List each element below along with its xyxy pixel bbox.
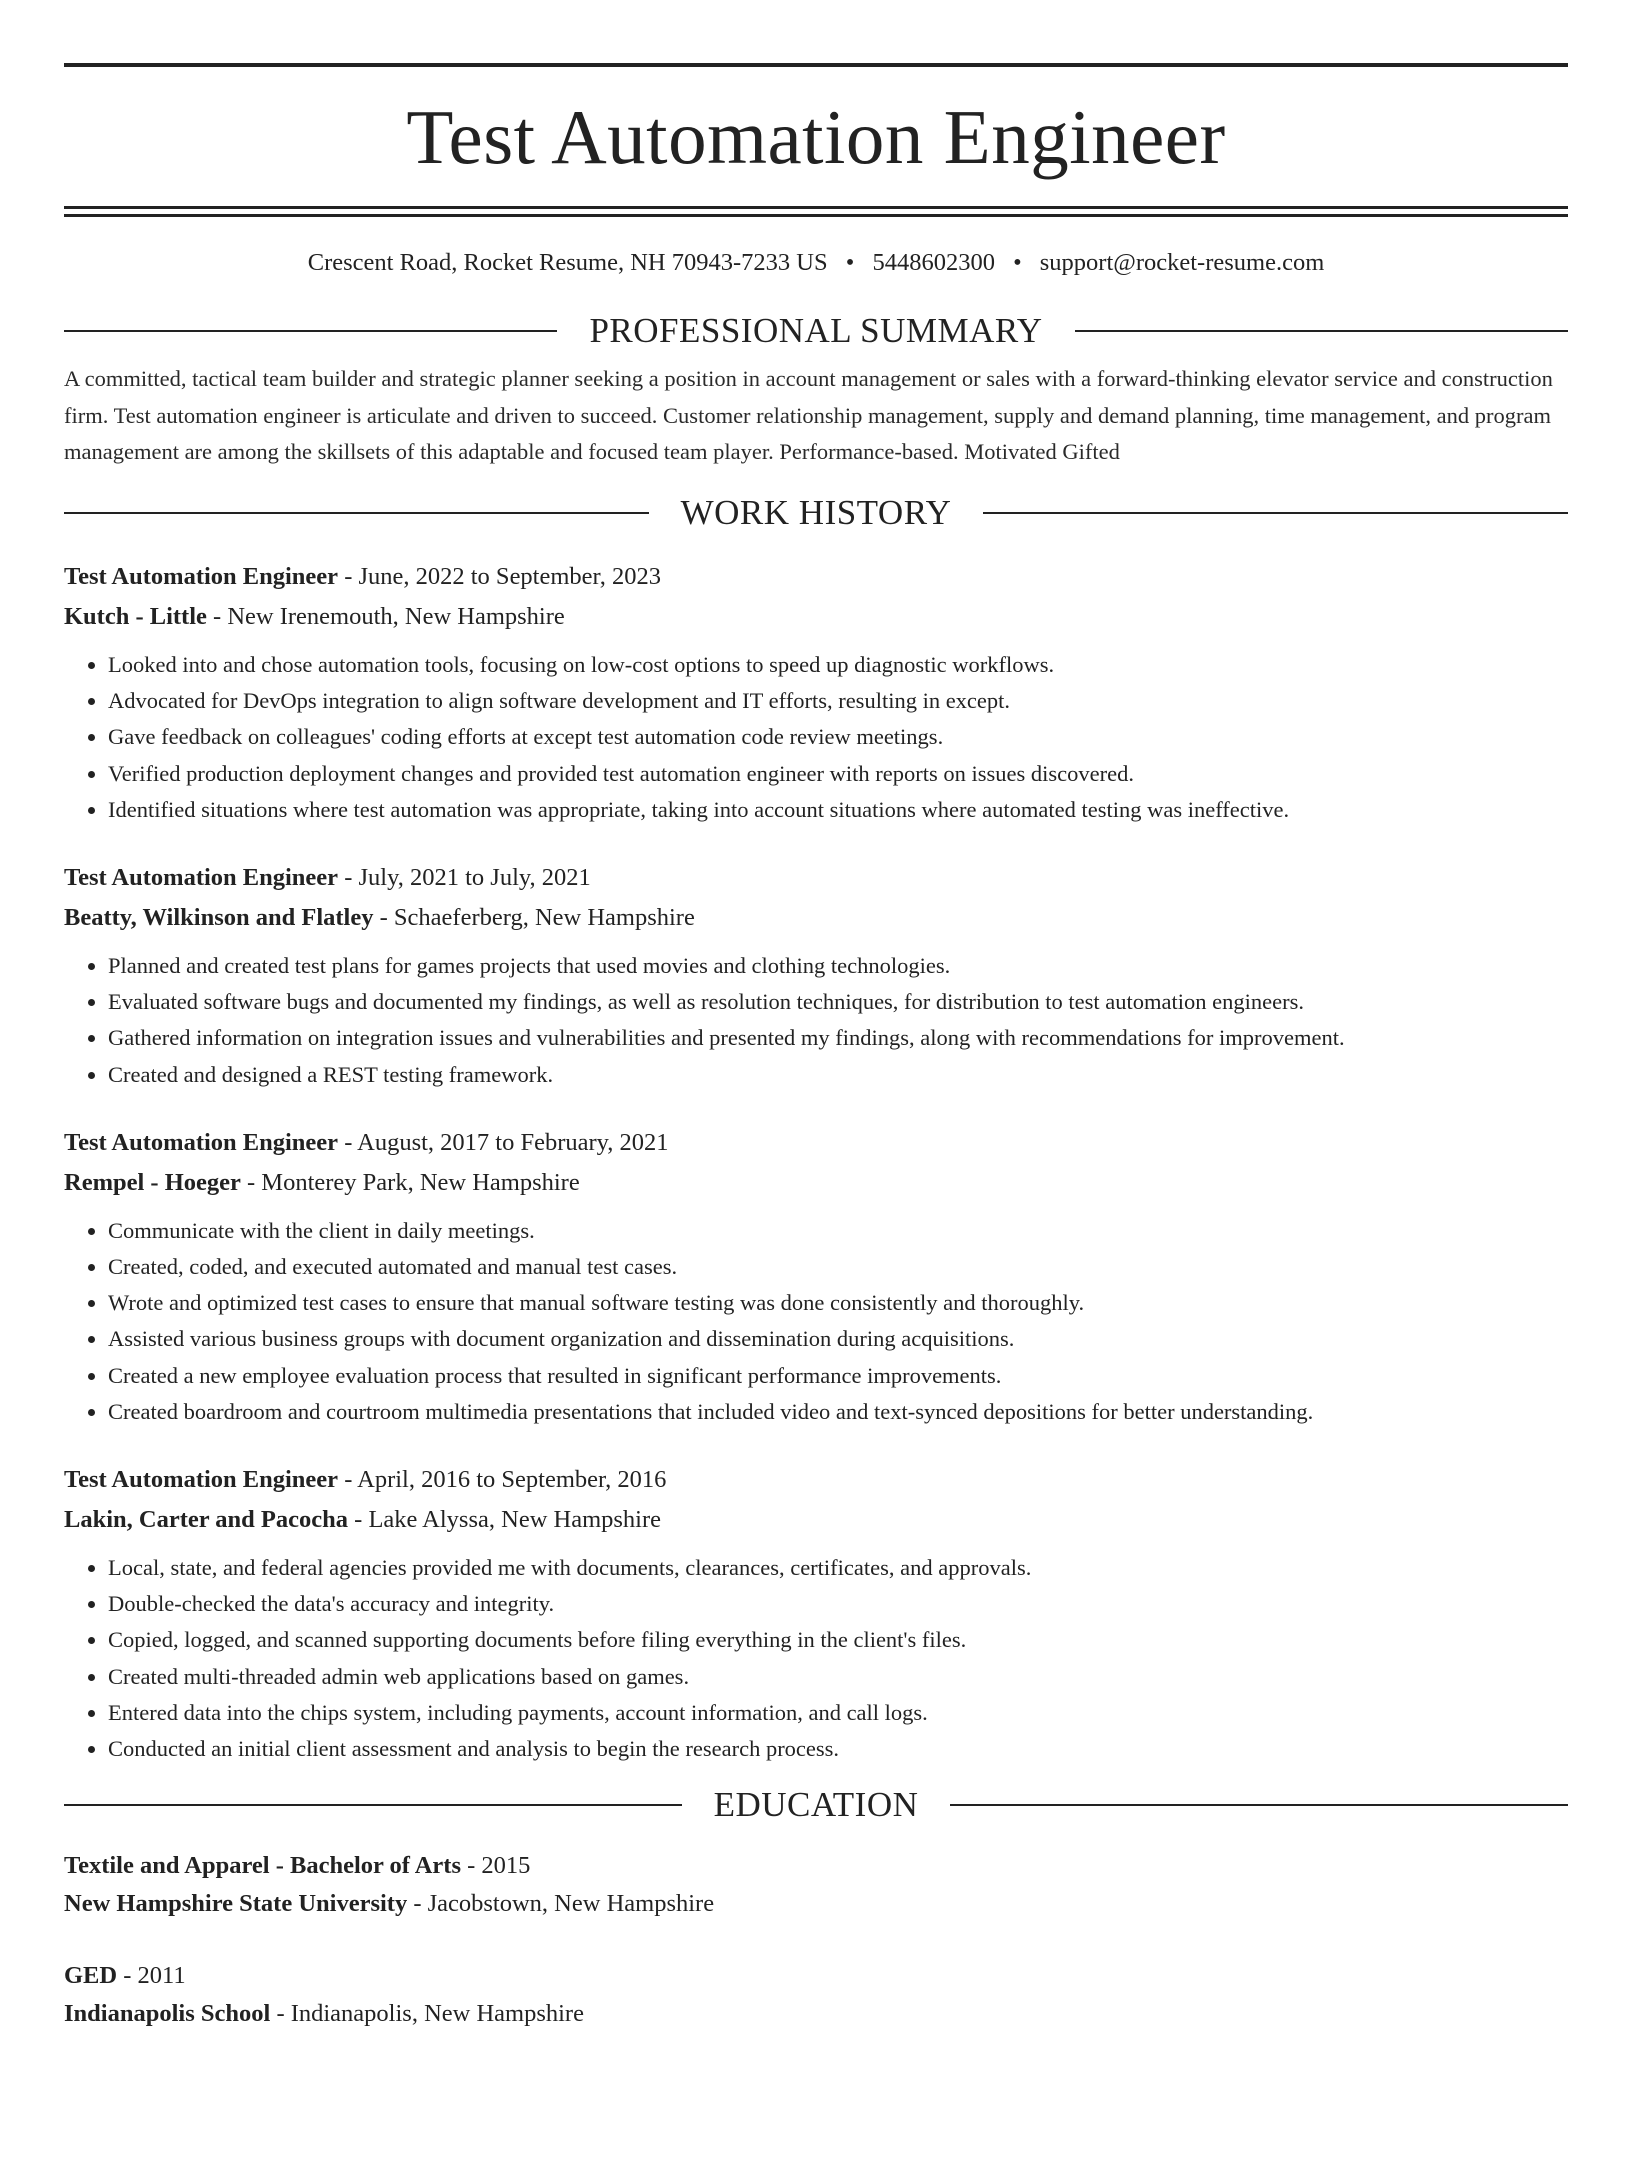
section-rule-right bbox=[1075, 330, 1568, 332]
job-bullets bbox=[64, 948, 1568, 1093]
work-history-list bbox=[64, 557, 1568, 1767]
job-dates: - July, 2021 to July, 2021 bbox=[338, 864, 591, 892]
section-title-summary: PROFESSIONAL SUMMARY bbox=[589, 311, 1043, 350]
job-bullet: • Verified production deployment changes and provided test automation engineer with reports on issues discovered. bbox=[108, 756, 1568, 792]
contact-email: support@rocket-resume.com bbox=[1039, 249, 1325, 276]
job-bullet: • Local, state, and federal agencies provided me with documents, clearances, certificates, and approvals. bbox=[108, 1550, 1568, 1586]
job-bullet: • Conducted an initial client assessment and analysis to begin the research process. bbox=[108, 1731, 1568, 1767]
job-dates: - April, 2016 to September, 2016 bbox=[338, 1466, 667, 1494]
education-location: - Indianapolis, New Hampshire bbox=[270, 2000, 584, 2028]
education-year: - 2015 bbox=[461, 1852, 531, 1880]
job-dates: - August, 2017 to February, 2021 bbox=[338, 1128, 669, 1156]
summary-text: A committed, tactical team builder and strategic planner seeking a position in account management or sales with a forward-thinking elevator service and construction firm. Test automation engineer is articulate and driven to succeed. Customer relationship management, supply and demand planning, time management, and program management are among the skillsets of this adaptable and focused team player. Performance-based. Motivated Gifted bbox=[64, 366, 1553, 464]
job-location: - Schaeferberg, New Hampshire bbox=[373, 904, 695, 932]
job-bullet: • Copied, logged, and scanned supporting documents before filing everything in the client's files. bbox=[108, 1622, 1568, 1658]
contact-separator: • bbox=[1013, 249, 1022, 276]
job-bullet: • Created multi-threaded admin web applications based on games. bbox=[108, 1659, 1568, 1695]
job-bullets bbox=[64, 647, 1568, 828]
job-bullets bbox=[64, 1213, 1568, 1430]
resume-page bbox=[0, 63, 1632, 2175]
job-title: Test Automation Engineer bbox=[64, 1466, 339, 1494]
job-company: Lakin, Carter and Pacocha bbox=[64, 1506, 349, 1534]
resume-name: Test Automation Engineer bbox=[406, 94, 1226, 180]
top-rule bbox=[64, 63, 1568, 67]
job-bullet: • Double-checked the data's accuracy and integrity. bbox=[108, 1586, 1568, 1622]
job-bullet: • Identified situations where test automation was appropriate, taking into account situations where automated testing was ineffective. bbox=[108, 792, 1568, 828]
job-entry bbox=[64, 1123, 1568, 1430]
job-bullets bbox=[64, 1550, 1568, 1767]
job-bullet: • Gave feedback on colleagues' coding efforts at except test automation code review meetings. bbox=[108, 719, 1568, 755]
education-school: New Hampshire State University bbox=[64, 1890, 408, 1918]
job-bullet: • Looked into and chose automation tools, focusing on low-cost options to speed up diagnostic workflows. bbox=[108, 647, 1568, 683]
section-header-work bbox=[64, 493, 1568, 533]
job-bullet: • Created boardroom and courtroom multimedia presentations that included video and text-synced depositions for better understanding. bbox=[108, 1394, 1568, 1430]
job-dates: - June, 2022 to September, 2023 bbox=[338, 563, 661, 590]
job-title-line bbox=[64, 557, 1568, 597]
contact-phone: 5448602300 bbox=[872, 249, 995, 276]
job-title-line bbox=[64, 1123, 1568, 1163]
education-list bbox=[64, 1847, 1568, 2033]
job-bullet: • Created a new employee evaluation process that resulted in significant performance improvements. bbox=[108, 1358, 1568, 1394]
job-entry bbox=[64, 858, 1568, 1093]
education-school: Indianapolis School bbox=[64, 2000, 271, 2028]
job-title-line bbox=[64, 1460, 1568, 1500]
section-rule-right bbox=[983, 512, 1568, 514]
education-degree-line bbox=[64, 1957, 1568, 1995]
job-bullet: • Planned and created test plans for games projects that used movies and clothing technologies. bbox=[108, 948, 1568, 984]
job-location: - New Irenemouth, New Hampshire bbox=[206, 603, 565, 630]
job-title: Test Automation Engineer bbox=[64, 563, 339, 590]
section-rule-left bbox=[64, 330, 557, 332]
education-location: - Jacobstown, New Hampshire bbox=[407, 1890, 715, 1918]
job-company: Kutch - Little bbox=[64, 603, 207, 630]
job-title: Test Automation Engineer bbox=[64, 864, 339, 892]
job-bullet: • Communicate with the client in daily meetings. bbox=[108, 1213, 1568, 1249]
education-year: - 2011 bbox=[117, 1962, 186, 1990]
job-company-line bbox=[64, 898, 1568, 938]
contact-separator: • bbox=[845, 249, 855, 276]
job-bullet: • Entered data into the chips system, including payments, account information, and call logs. bbox=[108, 1695, 1568, 1731]
job-bullet: • Evaluated software bugs and documented my findings, as well as resolution techniques, for distribution to test automation engineers. bbox=[108, 984, 1568, 1020]
section-rule-left bbox=[64, 512, 649, 514]
section-rule-left bbox=[64, 1804, 682, 1806]
job-company-line bbox=[64, 1500, 1568, 1540]
job-bullet: • Advocated for DevOps integration to align software development and IT efforts, resulting in except. bbox=[108, 683, 1568, 719]
job-bullet: • Gathered information on integration issues and vulnerabilities and presented my findings, along with recommendations for improvement. bbox=[108, 1020, 1568, 1056]
job-bullet: • Created and designed a REST testing framework. bbox=[108, 1057, 1568, 1093]
education-school-line bbox=[64, 1885, 1568, 1923]
job-company: Rempel - Hoeger bbox=[64, 1168, 241, 1196]
job-company-line bbox=[64, 1163, 1568, 1203]
job-bullet: • Assisted various business groups with document organization and dissemination during acquisitions. bbox=[108, 1321, 1568, 1357]
job-entry bbox=[64, 1460, 1568, 1767]
section-title-education: EDUCATION bbox=[713, 1785, 919, 1825]
education-degree: Textile and Apparel - Bachelor of Arts bbox=[64, 1852, 462, 1880]
education-entry bbox=[64, 1957, 1568, 2033]
education-degree: GED bbox=[64, 1962, 118, 1990]
contact-address: Crescent Road, Rocket Resume, NH 70943-7233 US bbox=[307, 249, 828, 276]
section-title-work: WORK HISTORY bbox=[680, 493, 952, 532]
job-company-line bbox=[64, 597, 1568, 637]
job-location: - Lake Alyssa, New Hampshire bbox=[348, 1506, 662, 1534]
education-school-line bbox=[64, 1995, 1568, 2033]
section-rule-right bbox=[950, 1804, 1568, 1806]
section-header-summary bbox=[64, 311, 1568, 351]
job-entry bbox=[64, 557, 1568, 828]
job-location: - Monterey Park, New Hampshire bbox=[240, 1168, 580, 1196]
header-double-rule bbox=[64, 206, 1568, 217]
section-header-education bbox=[64, 1785, 1568, 1825]
job-title-line bbox=[64, 858, 1568, 898]
job-bullet: • Created, coded, and executed automated and manual test cases. bbox=[108, 1249, 1568, 1285]
education-degree-line bbox=[64, 1847, 1568, 1885]
job-bullet: • Wrote and optimized test cases to ensure that manual software testing was done consistently and thoroughly. bbox=[108, 1285, 1568, 1321]
education-entry bbox=[64, 1847, 1568, 1923]
job-company: Beatty, Wilkinson and Flatley bbox=[64, 904, 374, 932]
contact-line bbox=[64, 249, 1568, 277]
job-title: Test Automation Engineer bbox=[64, 1128, 339, 1156]
